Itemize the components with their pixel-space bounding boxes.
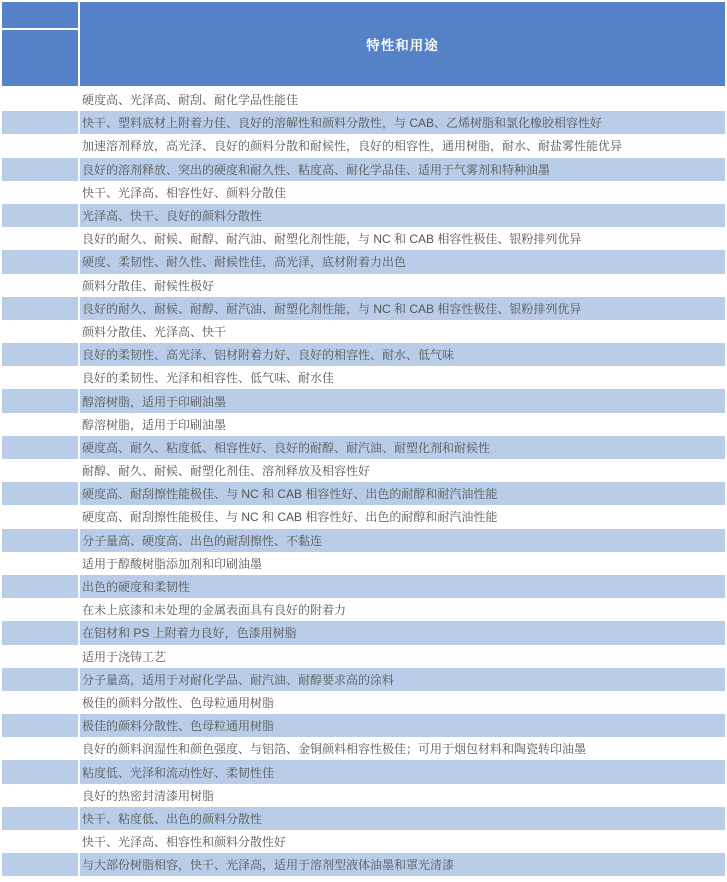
row-feature-text: 颜料分散佳、耐候性极好	[82, 278, 215, 293]
features-column-header	[80, 2, 725, 86]
row-feature-text: 极佳的颜料分散性、色母粒通用树脂	[82, 695, 275, 710]
row-left-cell	[2, 691, 78, 714]
table-row	[2, 714, 725, 737]
row-feature-text: 良好的热密封清漆用树脂	[82, 788, 215, 803]
row-feature-text: 醇溶树脂，适用于印刷油墨	[82, 417, 227, 432]
row-feature-text: 耐醇、耐久、耐候、耐塑化剂佳、溶剂释放及相容性好	[82, 464, 371, 479]
table-row	[2, 227, 725, 250]
table-row	[2, 529, 725, 552]
row-left-cell	[2, 645, 78, 668]
row-left-cell	[2, 807, 78, 830]
row-feature-text: 出色的硬度和柔韧性	[82, 580, 191, 595]
table-row	[2, 88, 725, 111]
row-left-cell	[2, 204, 78, 227]
row-left-cell	[2, 389, 78, 412]
table-row	[2, 598, 725, 621]
row-feature-text: 良好的柔韧性、高光泽、铝材附着力好、良好的相容性、耐水、低气味	[82, 348, 455, 363]
row-feature-text: 快干、光泽高、相容性好、颜料分散佳	[82, 185, 287, 200]
row-left-cell	[2, 760, 78, 783]
row-feature-text: 硬度高、耐刮擦性能极佳、与 NC 和 CAB 相容性好、出色的耐醇和耐汽油性能	[82, 510, 498, 525]
table-row	[2, 204, 725, 227]
row-left-cell	[2, 853, 78, 876]
row-left-cell	[2, 621, 78, 644]
row-feature-text: 分子量高、硬度高、出色的耐刮擦性、不黏连	[82, 533, 323, 548]
row-left-cell	[2, 436, 78, 459]
row-feature-text: 硬度高、耐久、粘度低、相容性好、良好的耐醇、耐汽油、耐塑化剂和耐候性	[82, 440, 491, 455]
row-left-cell	[2, 250, 78, 273]
left-header-column	[2, 2, 78, 86]
row-feature-text: 良好的颜料润湿性和颜色强度、与铝箔、金铜颜料相容性极佳；可用于烟包材料和陶瓷转印油墨	[82, 742, 587, 757]
row-feature-text: 极佳的颜料分散性、色母粒通用树脂	[82, 719, 275, 734]
row-feature-text: 快干、粘度低、出色的颜料分散性	[82, 811, 263, 826]
table-row	[2, 366, 725, 389]
row-feature-text: 粘度低、光泽和流动性好、柔韧性佳	[82, 765, 275, 780]
row-left-cell	[2, 459, 78, 482]
table-row	[2, 737, 725, 760]
row-feature-text: 适用于浇铸工艺	[82, 649, 167, 664]
row-left-cell	[2, 366, 78, 389]
table-row	[2, 668, 725, 691]
table-row	[2, 250, 725, 273]
row-left-cell	[2, 830, 78, 853]
table-row	[2, 830, 725, 853]
table-row	[2, 505, 725, 528]
table-row	[2, 807, 725, 830]
row-feature-text: 醇溶树脂，适用于印刷油墨	[82, 394, 227, 409]
row-left-cell	[2, 134, 78, 157]
row-left-cell	[2, 598, 78, 621]
row-left-cell	[2, 88, 78, 111]
left-header-bottom-cell	[2, 30, 78, 86]
row-left-cell	[2, 784, 78, 807]
table-row	[2, 413, 725, 436]
row-feature-text: 颜料分散佳、光泽高、快干	[82, 324, 227, 339]
table-row	[2, 134, 725, 157]
row-feature-text: 良好的柔韧性、光泽和相容性、低气味、耐水佳	[82, 371, 335, 386]
row-feature-text: 硬度、柔韧性、耐久性、耐候性佳，高光泽，底材附着力出色	[82, 255, 407, 270]
table-body	[2, 88, 725, 876]
table-row	[2, 111, 725, 134]
row-left-cell	[2, 274, 78, 297]
row-feature-text: 光泽高、快干、良好的颜料分散性	[82, 209, 263, 224]
row-left-cell	[2, 227, 78, 250]
row-left-cell	[2, 737, 78, 760]
row-left-cell	[2, 505, 78, 528]
table-row	[2, 621, 725, 644]
row-feature-text: 良好的溶剂释放、突出的硬度和耐久性、粘度高、耐化学品佳、适用于气雾剂和特种油墨	[82, 162, 551, 177]
features-table	[2, 2, 725, 876]
row-left-cell	[2, 320, 78, 343]
row-feature-text: 硬度高、耐刮擦性能极佳、与 NC 和 CAB 相容性好、出色的耐醇和耐汽油性能	[82, 487, 498, 502]
row-feature-text: 良好的耐久、耐候、耐醇、耐汽油、耐塑化剂性能，与 NC 和 CAB 相容性极佳、银粉排列优异	[82, 301, 582, 316]
row-feature-text: 适用于醇酸树脂添加剂和印刷油墨	[82, 556, 263, 571]
row-left-cell	[2, 482, 78, 505]
row-left-cell	[2, 111, 78, 134]
left-header-top-cell	[2, 2, 78, 28]
row-left-cell	[2, 413, 78, 436]
row-feature-text: 硬度高、光泽高、耐刮、耐化学品性能佳	[82, 93, 299, 108]
row-feature-text: 在铝材和 PS 上附着力良好，色漆用树脂	[82, 626, 297, 641]
table-row	[2, 274, 725, 297]
table-row	[2, 853, 725, 876]
row-feature-text: 加速溶剂释放，高光泽、良好的颜料分散和耐候性，良好的相容性，通用树脂，耐水、耐盐雾性能优异	[82, 139, 623, 154]
row-feature-text: 快干、塑料底材上附着力佳、良好的溶解性和颜料分散性，与 CAB、乙烯树脂和氯化橡胶相容性好	[82, 116, 603, 131]
row-left-cell	[2, 297, 78, 320]
row-feature-text: 在未上底漆和未处理的金属表面具有良好的附着力	[82, 603, 347, 618]
table-header-row	[2, 2, 725, 86]
table-row	[2, 482, 725, 505]
row-feature-text: 快干、光泽高、相容性和颜料分散性好	[82, 835, 287, 850]
row-feature-text: 分子量高，适用于对耐化学品、耐汽油、耐醇要求高的涂料	[82, 672, 395, 687]
row-left-cell	[2, 552, 78, 575]
table-row	[2, 436, 725, 459]
table-row	[2, 784, 725, 807]
row-left-cell	[2, 181, 78, 204]
features-column-header-label: 特性和用途	[366, 38, 439, 53]
row-left-cell	[2, 575, 78, 598]
table-row	[2, 158, 725, 181]
table-row	[2, 575, 725, 598]
table-row	[2, 552, 725, 575]
table-row	[2, 320, 725, 343]
row-left-cell	[2, 343, 78, 366]
row-left-cell	[2, 529, 78, 552]
table-row	[2, 645, 725, 668]
table-row	[2, 691, 725, 714]
row-feature-text: 良好的耐久、耐候、耐醇、耐汽油、耐塑化剂性能，与 NC 和 CAB 相容性极佳、银粉排列优异	[82, 232, 582, 247]
table-row	[2, 343, 725, 366]
table-row	[2, 459, 725, 482]
row-left-cell	[2, 668, 78, 691]
row-left-cell	[2, 714, 78, 737]
table-row	[2, 389, 725, 412]
table-row	[2, 760, 725, 783]
table-row	[2, 181, 725, 204]
row-left-cell	[2, 158, 78, 181]
row-feature-text: 与大部份树脂相容，快干、光泽高，适用于溶剂型液体油墨和罩光清漆	[82, 858, 455, 873]
table-row	[2, 297, 725, 320]
